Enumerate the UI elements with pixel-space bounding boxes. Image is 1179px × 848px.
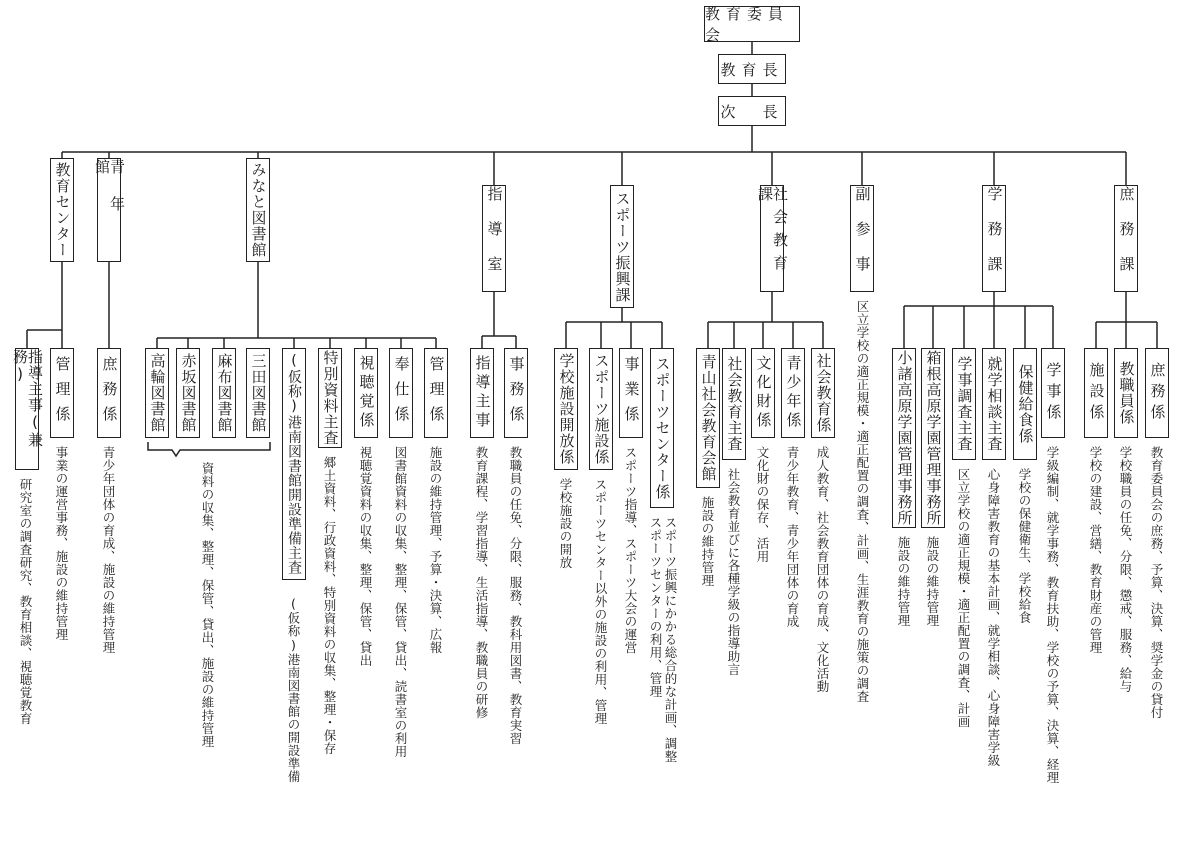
deputy-superintendent-box[interactable]: 次 長 xyxy=(718,96,786,126)
desc-center-kanri: 事業の運営事務、施設の維持管理 xyxy=(54,446,69,641)
unit-shakai-shusa[interactable]: 社会教育主査 xyxy=(722,348,746,460)
unit-takanawa-library[interactable]: 高輪図書館 xyxy=(145,348,169,438)
desc-shido-shuji: 教育課程、学習指導、生活指導、教職員の研修 xyxy=(474,446,489,719)
unit-seishonen[interactable]: 青少年係 xyxy=(781,348,805,438)
division-shakai-kyoiku[interactable]: 社会教育課 xyxy=(760,185,784,292)
desc-tosho-kanri: 施設の維持管理、予算・決算、広報 xyxy=(428,446,443,654)
desc-sports-center: スポーツ振興にかかる総合的な計画、調整 スポーツセンターの利用、管理 xyxy=(648,516,678,763)
desc-gakko-kaiho: 学校施設の開放 xyxy=(558,478,573,569)
unit-konan-junbi[interactable]: (仮称)港南図書館開設準備主査 xyxy=(282,348,306,580)
unit-komoro[interactable]: 小諸高原学園管理事務所 xyxy=(892,348,916,528)
unit-hakone[interactable]: 箱根高原学園管理事務所 xyxy=(921,348,945,528)
unit-akasaka-library[interactable]: 赤坂図書館 xyxy=(176,348,200,438)
division-kyoiku-center[interactable]: 教育センター xyxy=(50,158,74,262)
unit-shichokaku[interactable]: 視聴覚係 xyxy=(354,348,378,438)
board-of-education-box[interactable]: 教育委員会 xyxy=(704,6,800,42)
unit-shugaku-sodan[interactable]: 就学相談主査 xyxy=(982,348,1006,460)
unit-shido-shuji-kenmu[interactable]: 指導主事(兼務) xyxy=(15,348,39,470)
unit-center-kanri[interactable]: 管理係 xyxy=(50,348,74,438)
unit-shido-shuji[interactable]: 指導主事 xyxy=(470,348,494,438)
unit-tokubetsu-shiryo[interactable]: 特別資料主査 xyxy=(318,348,342,448)
unit-tosho-kanri[interactable]: 管理係 xyxy=(424,348,448,438)
desc-konan-junbi: (仮称)港南図書館の開設準備 xyxy=(286,596,301,783)
division-fukusanji[interactable]: 副参事 xyxy=(850,185,874,292)
desc-hakone: 施設の維持管理 xyxy=(925,536,940,627)
unit-shisetsu[interactable]: 施設係 xyxy=(1084,348,1108,438)
unit-sports-shisetsu[interactable]: スポーツ施設係 xyxy=(589,348,613,470)
division-gakumu[interactable]: 学務課 xyxy=(982,185,1006,292)
desc-shomu-kakari: 教育委員会の庶務、予算、決算、奨学金の貸付 xyxy=(1149,446,1164,719)
unit-aoyama-kaikan[interactable]: 青山社会教育会館 xyxy=(696,348,720,488)
unit-hoken-kyushoku[interactable]: 保健給食係 xyxy=(1013,348,1037,460)
desc-gakuji: 学級編制、就学事務、教育扶助、学校の予算、決算、経理 xyxy=(1045,446,1060,784)
desc-hoken-kyushoku: 学校の保健衛生、学校給食 xyxy=(1017,468,1032,624)
unit-shido-jimu[interactable]: 事務係 xyxy=(504,348,528,438)
desc-shakai-kyoiku-kakari: 成人教育、社会教育団体の育成、文化活動 xyxy=(815,446,830,693)
unit-gakko-kaiho[interactable]: 学校施設開放係 xyxy=(554,348,578,470)
unit-hoshi[interactable]: 奉仕係 xyxy=(389,348,413,438)
desc-shido-jimu: 教職員の任免、分限、服務、教科用図書、教育実習 xyxy=(508,446,523,745)
desc-shakai-shusa: 社会教育並びに各種学級の指導助言 xyxy=(726,468,741,676)
unit-kyoshokuin[interactable]: 教職員係 xyxy=(1114,348,1138,438)
desc-seinen-shomu: 青少年団体の育成、施設の維持管理 xyxy=(101,446,116,654)
desc-library-group: 資料の収集、整理、保管、貸出、施設の維持管理 xyxy=(200,462,215,748)
division-seinenkan[interactable]: 青年館 xyxy=(97,158,121,262)
desc-bunkazai: 文化財の保存、活用 xyxy=(755,446,770,563)
unit-gakuji[interactable]: 学事係 xyxy=(1041,348,1065,438)
division-shidoshitsu[interactable]: 指導室 xyxy=(482,185,506,292)
unit-gakuji-chosa[interactable]: 学事調査主査 xyxy=(952,348,976,460)
desc-hoshi: 図書館資料の収集、整理、保管、貸出、読書室の利用 xyxy=(393,446,408,758)
desc-aoyama-kaikan: 施設の維持管理 xyxy=(700,496,715,587)
unit-seinen-shomu[interactable]: 庶務係 xyxy=(97,348,121,438)
desc-shido-shuji-kenmu: 研究室の調査研究、教育相談、視聴覚教育 xyxy=(18,478,33,725)
unit-sports-center[interactable]: スポーツセンター係 xyxy=(650,348,674,508)
desc-shisetsu: 学校の建設、営繕、教育財産の管理 xyxy=(1088,446,1103,654)
unit-azabu-library[interactable]: 麻布図書館 xyxy=(212,348,236,438)
desc-fukusanji: 区立学校の適正規模・適正配置の調査、計画、生涯教育の施策の調査 xyxy=(855,300,870,703)
superintendent-box[interactable]: 教育長 xyxy=(718,54,786,84)
desc-shichokaku: 視聴覚資料の収集、整理、保管、貸出 xyxy=(358,446,373,667)
division-sports[interactable]: スポーツ振興課 xyxy=(610,185,634,308)
desc-gakuji-chosa: 区立学校の適正規模・適正配置の調査、計画 xyxy=(956,468,971,728)
division-shomu[interactable]: 庶務課 xyxy=(1114,185,1138,292)
desc-sports-shisetsu: スポーツセンター以外の施設の利用、管理 xyxy=(593,478,608,725)
unit-shakai-kyoiku-kakari[interactable]: 社会教育係 xyxy=(811,348,835,438)
desc-komoro: 施設の維持管理 xyxy=(896,536,911,627)
desc-kyoshokuin: 学校職員の任免、分限、懲戒、服務、給与 xyxy=(1118,446,1133,693)
unit-mita-library[interactable]: 三田図書館 xyxy=(246,348,270,438)
unit-shomu-kakari[interactable]: 庶務係 xyxy=(1145,348,1169,438)
desc-shugaku-sodan: 心身障害教育の基本計画、就学相談、心身障害学級 xyxy=(986,468,1001,767)
desc-tokubetsu-shiryo: 郷土資料、行政資料、特別資料の収集、整理・保存 xyxy=(322,456,337,755)
unit-sports-jigyo[interactable]: 事業係 xyxy=(619,348,643,438)
desc-sports-jigyo: スポーツ指導、スポーツ大会の運営 xyxy=(623,446,638,654)
desc-seishonen: 青少年教育、青少年団体の育成 xyxy=(785,446,800,628)
division-minato-library[interactable]: みなと図書館 xyxy=(246,158,270,262)
unit-bunkazai[interactable]: 文化財係 xyxy=(751,348,775,438)
